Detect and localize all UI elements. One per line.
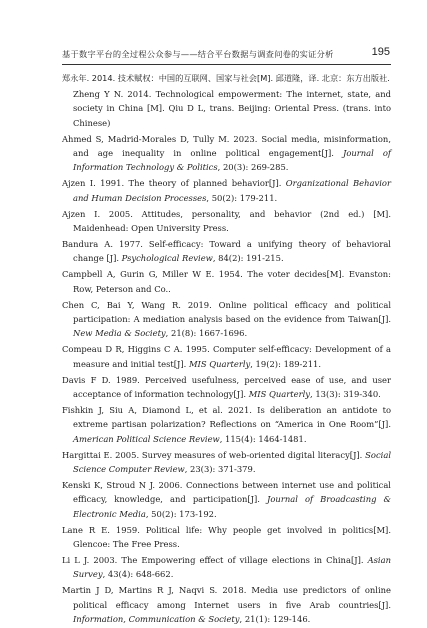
reference-volume: , 115(4): 1464-1481. xyxy=(219,433,307,444)
reference-entry xyxy=(62,523,391,552)
reference-text: Kenski K, Stroud N J. 2006. Connections between internet use and political efficacy, knowledge, and participation[J]. xyxy=(62,479,391,505)
reference-volume: , 21(8): 1667-1696. xyxy=(165,328,248,339)
reference-text: Li L J. 2003. The Empowering effect of village elections in China[J]. xyxy=(62,555,368,565)
reference-translation xyxy=(62,87,391,130)
reference-text: Chen C, Bai Y, Wang R. 2019. Online political efficacy and political participation: A mediation analysis based on the evidence from Taiwan[J]. xyxy=(62,299,391,324)
reference-volume: , 84(2): 191-215. xyxy=(212,253,284,264)
reference-entry xyxy=(62,132,391,175)
reference-text: Bandura A. 1977. Self-efficacy: Toward a unifying theory of behavioral change [J]. xyxy=(62,238,391,264)
reference-journal: Asian Survey xyxy=(73,555,391,580)
reference-volume: , 13(3): 319-340. xyxy=(310,389,381,400)
reference-text: Zheng Y N. 2014. Technological empowerment: The internet, state, and society in China [M]. Qiu D L, trans. Beijing: Oriental Press. (trans. into Chinese) xyxy=(73,88,391,128)
page-number: 195 xyxy=(371,46,390,58)
reference-entry xyxy=(62,237,391,266)
reference-entry xyxy=(62,267,391,296)
reference-entry xyxy=(62,553,391,582)
reference-text: Campbell A, Gurin G, Miller W E. 1954. The voter decides[M]. Evanston: Row, Peterson and Co.. xyxy=(62,269,391,294)
reference-journal: Psychological Review xyxy=(121,253,213,264)
reference-volume: , 21(1): 129-146. xyxy=(239,614,311,625)
reference-journal: Organizational Behavior and Human Decision Processes xyxy=(73,178,391,203)
reference-text: Fishkin J, Siu A, Diamond L, et al. 2021. Is deliberation an antidote to extreme partisan polarization? Reflections on “America in One Room”[J]. xyxy=(62,404,391,430)
reference-journal: Journal of Broadcasting & Electronic Media xyxy=(73,494,391,519)
reference-entry xyxy=(62,342,391,371)
reference-entry xyxy=(62,373,391,402)
reference-entry xyxy=(62,207,391,236)
reference-text: Lane R E. 1959. Political life: Why people get involved in politics[M]. Glencoe: The Free Press. xyxy=(62,524,391,550)
reference-text: Ahmed S, Madrid-Morales D, Tully M. 2023. Social media, misinformation, and age inequality in online political engagement[J]. xyxy=(62,133,391,159)
reference-volume: , 43(4): 648-662. xyxy=(102,569,174,580)
reference-journal: MIS Quarterly xyxy=(188,358,251,369)
reference-journal: Journal of Information Technology & Politics xyxy=(73,148,391,173)
running-title: 基于数字平台的全过程公众参与——结合平台数据与调查问卷的实证分析 xyxy=(62,49,334,59)
reference-entry xyxy=(62,176,391,205)
reference-text: Ajzen I. 2005. Attitudes, personality, and behavior (2nd ed.) [M]. Maidenhead: Open University Press. xyxy=(62,208,391,234)
reference-volume: , 50(2): 179-211. xyxy=(206,192,278,203)
reference-entry xyxy=(62,583,391,626)
reference-entry xyxy=(62,298,391,341)
reference-volume: , 50(2): 173-192. xyxy=(145,508,217,519)
reference-journal: Social Science Computer Review xyxy=(73,449,391,475)
reference-text: Davis F D. 1989. Perceived usefulness, perceived ease of use, and user acceptance of information technology[J]. xyxy=(62,374,391,400)
reference-text: Compeau D R, Higgins C A. 1995. Computer self-efficacy: Development of a measure and initial test[J]. xyxy=(62,344,391,369)
reference-text: Ajzen I. 1991. The theory of planned behavior[J]. xyxy=(62,178,286,189)
reference-journal: New Media & Society xyxy=(73,328,166,339)
reference-journal: Information, Communication & Society xyxy=(73,614,240,625)
reference-text: Martin J D, Martins R J, Naqvi S. 2018. Media use predictors of online political efficacy among Internet users in five Arab countries[J]. xyxy=(62,585,391,610)
reference-volume: , 20(3): 269-285. xyxy=(217,162,289,173)
reference-journal: MIS Quarterly xyxy=(248,389,311,400)
reference-entry xyxy=(62,71,391,85)
reference-entry xyxy=(62,403,391,446)
reference-text: Hargittai E. 2005. Survey measures of web-oriented digital literacy[J]. xyxy=(62,449,366,460)
reference-entry xyxy=(62,448,391,477)
reference-volume: , 23(3): 371-379. xyxy=(184,464,256,475)
reference-entry xyxy=(62,478,391,521)
reference-journal: American Political Science Review xyxy=(73,433,220,444)
reference-list xyxy=(62,71,391,628)
reference-text: 郑永年. 2014. 技术赋权：中国的互联网、国家与社会[M]. 邱道隆，译. 北京：东方出版社. xyxy=(62,73,390,83)
running-header xyxy=(62,48,391,65)
reference-volume: , 19(2): 189-211. xyxy=(250,358,322,369)
